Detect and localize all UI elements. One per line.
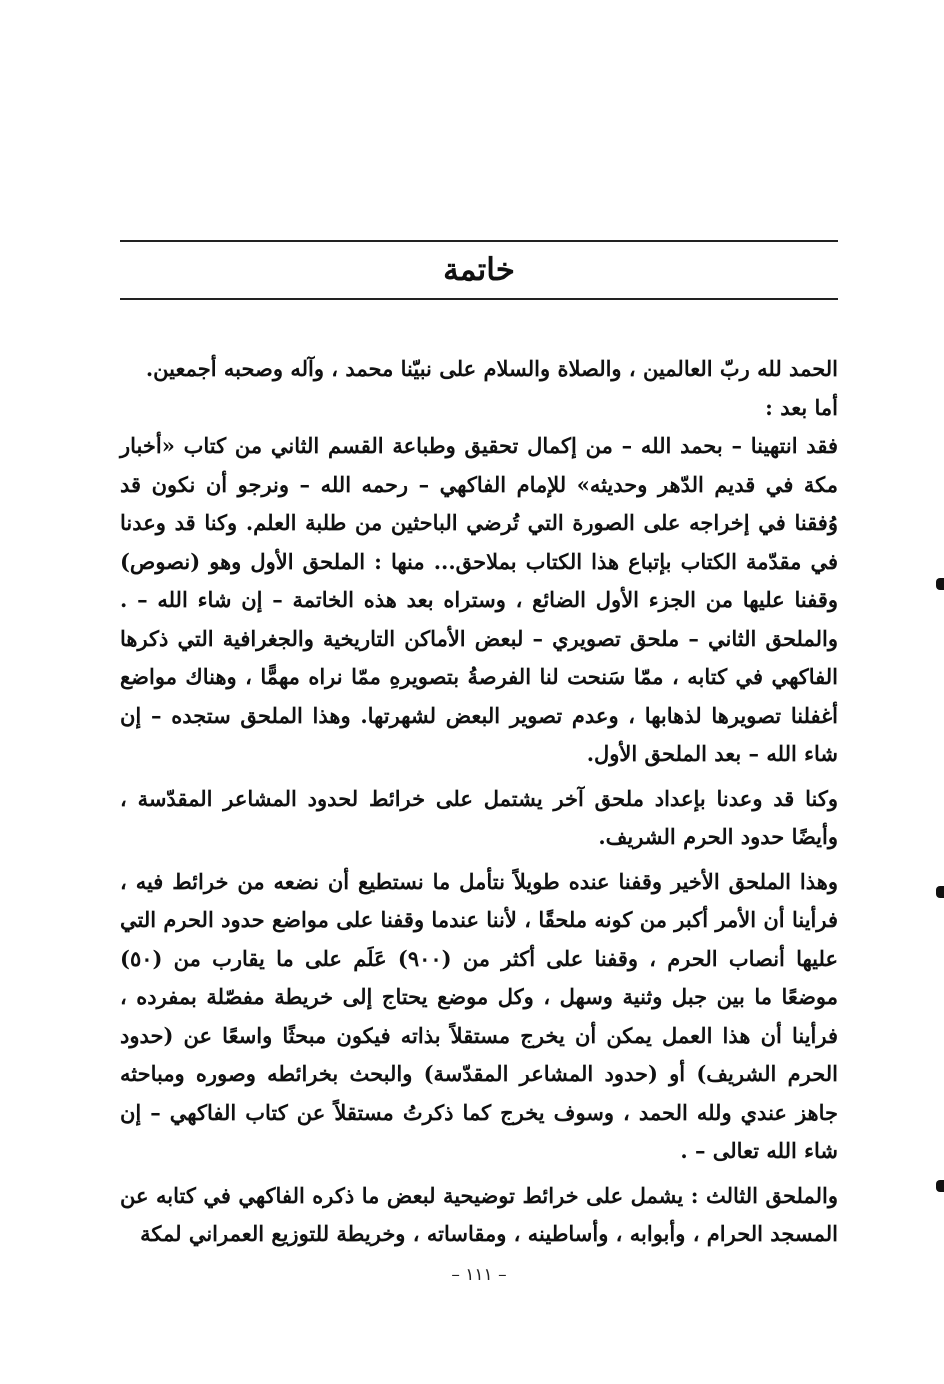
paragraph-amma-baad: أما بعد : (765, 394, 838, 420)
page-number: – ١١١ – (451, 1265, 507, 1285)
body-text (120, 350, 838, 1254)
paragraph-praise: الحمد لله ربّ العالمين ، والصلاة والسلام على نبيّنا محمد ، وآله وصحبه أجمعين. (145, 356, 838, 381)
paragraph-appendices: فقد انتهينا – بحمد الله – من إكمال تحقيق وطباعة القسم الثاني من كتاب «أخبار مكة في قديم الدّهر وحديثه» للإمام الفاكهي – رحمه الله – ونرجو أن نكون قد وُفقنا في إخراجه على الصورة التي تُرضي الباحثين من طلبة العلم. وكنا قد وعدنا في مقدّمة الكتاب بإتباع هذا الكتاب بملاحق... منها : الملحق الأول وهو (نصوص) وقفنا عليها من الجزء الأول الضائع ، وستراه بعد هذه الخاتمة – إن شاء الله – . والملحق الثاني – ملحق تصويري – لبعض الأماكن التاريخية والجغرافية التي ذكرها الفاكهي في كتابه ، ممّا سَنحت لنا الفرصةُ بتصويرهِ ممّا نراه مهمًّا ، وهناك مواضع أغفلنا تصويرها لذهابها ، وعدم تصوير البعض لشهرتها. وهذا الملحق ستجده – إن شاء الله – بعد الملحق الأول. (120, 433, 838, 766)
edge-mark (936, 578, 944, 590)
chapter-heading: خاتمة (443, 252, 515, 288)
edge-mark (936, 1180, 944, 1192)
paragraph-maps-promise: وكنا قد وعدنا بإعداد ملحق آخر يشتمل على خرائط لحدود المشاعر المقدّسة ، وأيضًا حدود الحرم الشريف. (120, 785, 838, 849)
heading-bottom-rule (120, 298, 838, 300)
paragraph-third-appendix: والملحق الثالث : يشمل على خرائط توضيحية لبعض ما ذكره الفاكهي في كتابه عن المسجد الحرام ، وأبوابه ، وأساطينه ، ومقاساته ، وخريطة للتوزيع العمراني لمكة (120, 1182, 838, 1246)
paragraph-haram-boundaries: وهذا الملحق الأخير وقفنا عنده طويلاً نتأمل ما نستطيع أن نضعه من خرائط فيه ، فرأينا أن الأمر أكبر من كونه ملحقًا ، لأننا عندما وقفنا على مواضع حدود الحرم التي عليها أنصاب الحرم ، وقفنا على أكثر من (٩٠٠) عَلَم على ما يقارب من (٥٠) موضعًا ما بين جبل وثنية وسهل ، وكل موضع يحتاج إلى خريطة مفصّلة بمفرده ، فرأينا أن هذا العمل يمكن أن يخرج مستقلاً بذاته فيكون مبحثًا واسعًا عن (حدود الحرم الشريف) أو (حدود المشاعر المقدّسة) والبحث بخرائطه وصوره ومباحثه جاهز عندي ولله الحمد ، وسوف يخرج كما ذكرتُ مستقلاً عن كتاب الفاكهي – إن شاء الله تعالى – . (120, 868, 838, 1163)
heading-top-rule (120, 240, 838, 242)
edge-mark (936, 886, 944, 898)
